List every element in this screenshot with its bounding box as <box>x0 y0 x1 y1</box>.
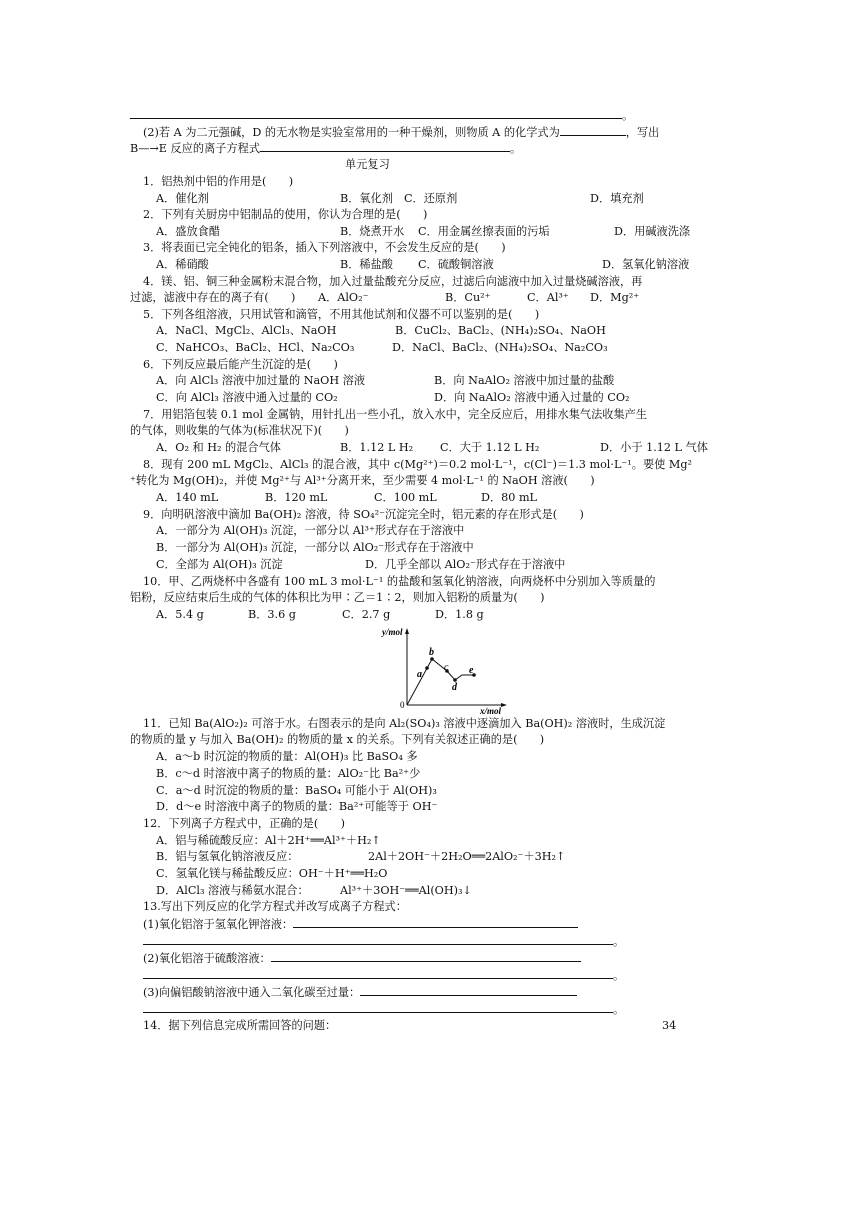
q7-line2: 的气体，则收集的气体为(标准状况下)( ) <box>130 424 349 437</box>
point-a <box>425 666 429 670</box>
q1-stem: 1．铝热剂中铝的作用是( ) <box>143 175 294 188</box>
label-b: b <box>429 647 434 658</box>
q9-option-d[interactable]: D．几乎全部以 AlO₂⁻形式存在于溶液中 <box>365 558 566 571</box>
q14-stem: 14．据下列信息完成所需回答的问题： <box>143 1019 337 1032</box>
label-e: e <box>469 665 474 676</box>
q8-option-c[interactable]: C．100 mL <box>374 491 437 504</box>
q11-option-b[interactable]: B．c～d 时溶液中离子的物质的量：AlO₂⁻比 Ba²⁺少 <box>156 767 421 780</box>
q7-option-b[interactable]: B．1.12 L H₂ <box>340 441 414 454</box>
q1-option-c[interactable]: C．还原剂 <box>404 192 458 205</box>
answer-blank[interactable] <box>260 140 510 152</box>
section-title: 单元复习 <box>345 158 390 171</box>
origin-label: 0 <box>400 700 405 710</box>
page-number: 34 <box>662 1019 677 1032</box>
q12-option-b[interactable]: B．铝与氢氧化钠溶液反应： <box>156 850 299 863</box>
q12-option-d-equation: Al³⁺＋3OH⁻══Al(OH)₃↓ <box>340 884 472 897</box>
x-axis-arrow <box>501 703 507 707</box>
q8-option-d[interactable]: D．80 mL <box>481 491 537 504</box>
q7-option-d[interactable]: D．小于 1.12 L 气体 <box>600 441 708 454</box>
label-c: c <box>444 662 449 673</box>
q2-option-b[interactable]: B．烧煮开水 <box>340 225 405 238</box>
precipitate-curve <box>407 659 474 705</box>
q4-line2: 过滤，滤液中存在的离子有( ) <box>130 291 296 304</box>
q2-option-d[interactable]: D．用碱液洗涤 <box>614 225 691 238</box>
label-d: d <box>452 682 457 693</box>
q8-line1: 8．现有 200 mL MgCl₂、AlCl₃ 的混合液，其中 c(Mg²⁺)＝0.2 mol·L⁻¹，c(Cl⁻)＝1.3 mol·L⁻¹。要使 Mg² <box>143 458 692 471</box>
x-axis-label: x/mol <box>480 706 502 715</box>
q4-option-a[interactable]: A．AlO₂⁻ <box>318 291 369 304</box>
q11-line2: 的物质的量 y 与加入 Ba(OH)₂ 的物质的量 x 的关系。下列有关叙述正确的是( ) <box>130 733 545 746</box>
q1-option-d[interactable]: D．填充剂 <box>590 192 644 205</box>
q12-option-b-equation: 2Al＋2OH⁻＋2H₂O══2AlO₂⁻＋3H₂↑ <box>368 850 566 863</box>
q3-option-a[interactable]: A．稀硝酸 <box>156 258 209 271</box>
q7-option-a[interactable]: A．O₂ 和 H₂ 的混合气体 <box>156 441 281 454</box>
q4-line1: 4．镁、铝、铜三种金属粉末混合物，加入过量盐酸充分反应，过滤后向滤液中加入过量烧碱溶液，再 <box>143 275 643 288</box>
q1-option-a[interactable]: A．催化剂 <box>156 192 209 205</box>
q5-stem: 5．下列各组溶液，只用试管和滴管，不用其他试剂和仪器不可以鉴别的是( ) <box>143 308 540 321</box>
answer-blank[interactable] <box>143 1001 613 1013</box>
q10-line2: 铝粉，反应结束后生成的气体的体积比为甲∶乙＝1∶2，则加入铝粉的质量为( ) <box>130 591 545 604</box>
y-axis-label: y/mol <box>382 627 403 637</box>
answer-blank[interactable] <box>143 967 613 979</box>
top-answer-blank: 。 <box>130 107 633 123</box>
q11-option-d[interactable]: D．d～e 时溶液中离子的物质的量：Ba²⁺可能等于 OH⁻ <box>156 800 438 813</box>
answer-blank[interactable] <box>360 984 577 996</box>
q13-part1: (1)氧化铝溶于氢氧化钾溶液： <box>143 916 578 932</box>
q10-line1: 10．甲、乙两烧杯中各盛有 100 mL 3 mol·L⁻¹ 的盐酸和氢氧化钠溶液，向两烧杯中分别加入等质量的 <box>143 575 656 588</box>
q12-option-a[interactable]: A．铝与稀硫酸反应：Al＋2H⁺══Al³⁺＋H₂↑ <box>156 834 381 847</box>
q13-part2: (2)氧化铝溶于硫酸溶液： <box>143 950 581 966</box>
q13-stem: 13.写出下列反应的化学方程式并改写成离子方程式： <box>143 900 407 913</box>
q6-option-d[interactable]: D．向 NaAlO₂ 溶液中通入过量的 CO₂ <box>434 391 630 404</box>
q9-option-c[interactable]: C．全部为 Al(OH)₃ 沉淀 <box>156 558 283 571</box>
q6-option-a[interactable]: A．向 AlCl₃ 溶液中加过量的 NaOH 溶液 <box>156 374 366 387</box>
q5-option-a[interactable]: A．NaCl、MgCl₂、AlCl₃、NaOH <box>156 324 337 337</box>
q4-option-c[interactable]: C．Al³⁺ <box>527 291 569 304</box>
q4-option-b[interactable]: B．Cu²⁺ <box>445 291 491 304</box>
answer-blank[interactable] <box>560 124 626 136</box>
q10-option-c[interactable]: C．2.7 g <box>342 608 391 621</box>
prev-q2-line2: B—→E 反应的离子方程式 。 <box>130 142 522 155</box>
q13-part3: (3)向偏铝酸钠溶液中通入二氧化碳至过量： <box>143 984 577 1000</box>
q11-line1: 11．已知 Ba(AlO₂)₂ 可溶于水。右图表示的是向 Al₂(SO₄)₃ 溶液中逐滴加入 Ba(OH)₂ 溶液时，生成沉淀 <box>143 717 666 730</box>
q5-option-c[interactable]: C．NaHCO₃、BaCl₂、HCl、Na₂CO₃ <box>156 341 355 354</box>
q12-option-d[interactable]: D．AlCl₃ 溶液与稀氨水混合： <box>156 884 309 897</box>
label-a: a <box>417 669 422 680</box>
q10-option-b[interactable]: B．3.6 g <box>248 608 296 621</box>
answer-blank[interactable] <box>271 950 581 962</box>
q2-option-a[interactable]: A．盛放食醋 <box>156 225 221 238</box>
q11-option-a[interactable]: A．a～b 时沉淀的物质的量：Al(OH)₃ 比 BaSO₄ 多 <box>156 750 418 763</box>
y-axis-arrow <box>405 628 409 634</box>
q13-part2-line2: 。 <box>143 967 624 983</box>
precipitate-graph <box>380 625 510 715</box>
prev-q2-line1: (2)若 A 为二元强碱，D 的无水物是实验室常用的一种干燥剂，则物质 A 的化学式为 ，写出 <box>143 126 660 139</box>
q3-stem: 3．将表面已完全钝化的铝条，插入下列溶液中，不会发生反应的是( ) <box>143 241 506 254</box>
q8-line2: ⁺转化为 Mg(OH)₂，并使 Mg²⁺与 Al³⁺分离开来，至少需要 4 mol·L⁻¹ 的 NaOH 溶液( ) <box>130 474 595 487</box>
q8-option-b[interactable]: B．120 mL <box>265 491 328 504</box>
q2-option-c[interactable]: C．用金属丝擦表面的污垢 <box>418 225 550 238</box>
q2-stem: 2．下列有关厨房中铝制品的使用，你认为合理的是( ) <box>143 208 428 221</box>
q3-option-c[interactable]: C．硫酸铜溶液 <box>418 258 494 271</box>
q9-stem: 9．向明矾溶液中滴加 Ba(OH)₂ 溶液，待 SO₄²⁻沉淀完全时，铝元素的存在形式是( ) <box>143 508 584 521</box>
answer-blank[interactable] <box>293 916 578 928</box>
q7-option-c[interactable]: C．大于 1.12 L H₂ <box>440 441 540 454</box>
q10-option-a[interactable]: A．5.4 g <box>156 608 204 621</box>
q4-option-d[interactable]: D．Mg²⁺ <box>590 291 640 304</box>
answer-blank[interactable] <box>143 933 613 945</box>
q10-option-d[interactable]: D．1.8 g <box>435 608 484 621</box>
q6-option-c[interactable]: C．向 AlCl₃ 溶液中通入过量的 CO₂ <box>156 391 338 404</box>
q3-option-d[interactable]: D．氢氧化钠溶液 <box>602 258 690 271</box>
answer-blank[interactable] <box>130 107 622 119</box>
q12-stem: 12．下列离子方程式中，正确的是( ) <box>143 817 345 830</box>
q7-line1: 7．用铝箔包装 0.1 mol 金属钠，用针扎出一些小孔，放入水中，完全反应后，用排水集气法收集产生 <box>143 408 648 421</box>
q9-option-b[interactable]: B．一部分为 Al(OH)₃ 沉淀，一部分以 AlO₂⁻形式存在于溶液中 <box>156 541 474 554</box>
q6-stem: 6．下列反应最后能产生沉淀的是( ) <box>143 358 338 371</box>
q5-option-d[interactable]: D．NaCl、BaCl₂、(NH₄)₂SO₄、Na₂CO₃ <box>392 341 608 354</box>
q13-part1-line2: 。 <box>143 933 624 949</box>
q6-option-b[interactable]: B．向 NaAlO₂ 溶液中加过量的盐酸 <box>434 374 615 387</box>
q1-option-b[interactable]: B．氧化剂 <box>340 192 393 205</box>
q9-option-a[interactable]: A．一部分为 Al(OH)₃ 沉淀，一部分以 Al³⁺形式存在于溶液中 <box>156 524 465 537</box>
q3-option-b[interactable]: B．稀盐酸 <box>340 258 393 271</box>
q13-part3-line2: 。 <box>143 1001 624 1017</box>
q12-option-c[interactable]: C．氢氧化镁与稀盐酸反应：OH⁻＋H⁺══H₂O <box>156 867 388 880</box>
q5-option-b[interactable]: B．CuCl₂、BaCl₂、(NH₄)₂SO₄、NaOH <box>395 324 606 337</box>
q11-option-c[interactable]: C．a～d 时沉淀的物质的量：BaSO₄ 可能小于 Al(OH)₃ <box>156 784 437 797</box>
q8-option-a[interactable]: A．140 mL <box>156 491 219 504</box>
